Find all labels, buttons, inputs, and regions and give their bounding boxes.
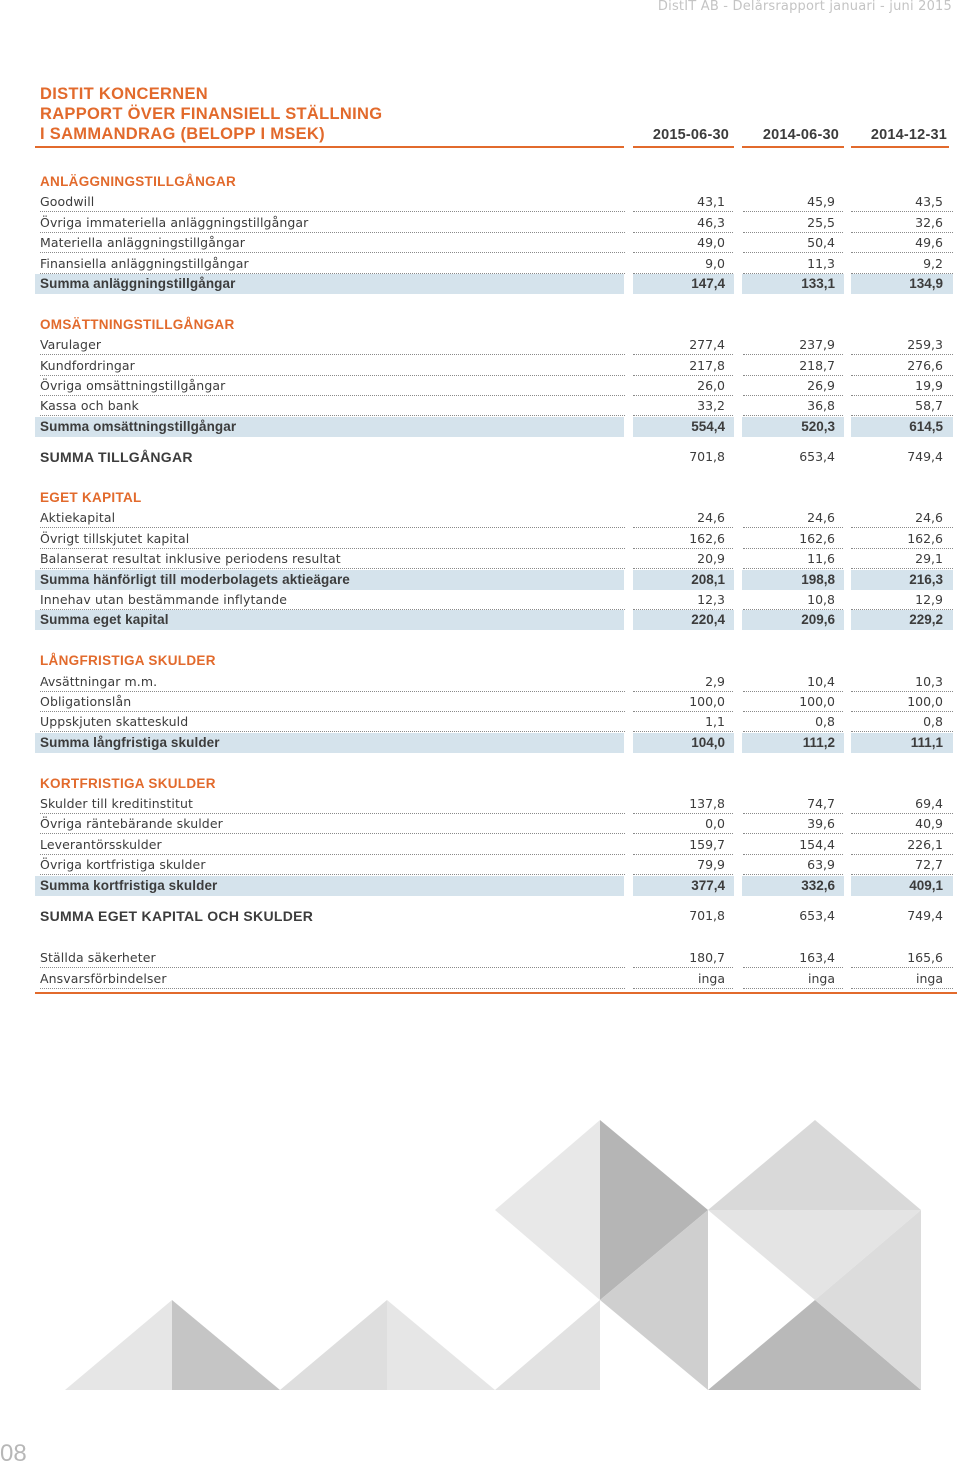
section-header-kortfristiga-skulder [35,774,953,794]
row-value-2014-12-31: 69,4 [915,796,943,811]
row-value-2014-12-31: 409,1 [909,877,943,893]
row-value-2014-06-30: 154,4 [799,836,835,852]
table-row-balanserat-resultat-inklusive-periodens-resultat [35,549,953,569]
row-value-2014-06-30: 11,3 [807,255,835,271]
row-value-2014-06-30: 653,4 [799,908,835,923]
row-value-2014-06-30: 209,6 [801,612,835,628]
row-label: Övriga immateriella anläggningstillgångar [40,214,309,230]
row-value-2015-06-30: 1,1 [705,714,725,730]
table-row-kassa-och-bank [35,396,953,416]
row-value-2015-06-30: 217,8 [689,357,725,373]
row-value-2014-12-31: 49,6 [915,235,943,251]
table-row-skulder-till-kreditinstitut [35,794,953,814]
row-value-2015-06-30: 701,8 [689,908,725,923]
table-end-rule [35,992,957,994]
row-value-2014-06-30: 50,4 [807,235,835,251]
table-row-kundfordringar [35,356,953,376]
row-value-2014-12-31: 162,6 [907,530,943,546]
table-row-ovriga-immateriella-anlaggningstillgangar [35,213,953,233]
row-label: Finansiella anläggningstillgångar [40,255,249,271]
table-row-leverantorsskulder [35,835,953,855]
row-value-2015-06-30: 49,0 [697,235,725,251]
row-value-2014-06-30: 198,8 [801,571,835,587]
row-label: EGET KAPITAL [40,490,142,505]
row-value-2014-06-30: 100,0 [799,694,835,709]
column-header-2014-12-31: 2014-12-31 [870,127,947,143]
table-row-ovriga-kortfristiga-skulder [35,855,953,875]
row-value-2014-12-31: 749,4 [907,449,943,465]
section-header-omsattningstillgangar [35,315,953,335]
row-value-2015-06-30: 208,1 [691,571,725,587]
row-label: Summa anläggningstillgångar [40,276,236,291]
table-row-stallda-sakerheter [35,948,953,968]
row-label: Aktiekapital [40,510,116,526]
column-header-2014-06-30: 2014-06-30 [762,127,839,143]
row-label: Obligationslån [40,694,132,709]
table-row-varulager [35,335,953,355]
row-value-2015-06-30: 377,4 [691,877,725,893]
row-value-2014-06-30: 39,6 [807,816,835,832]
row-label: Summa långfristiga skulder [40,734,220,750]
row-value-2014-06-30: 10,4 [807,673,835,689]
report-title [40,84,382,144]
row-value-2015-06-30: inga [698,970,725,986]
row-value-2015-06-30: 180,7 [689,950,725,966]
row-value-2015-06-30: 12,3 [697,592,725,607]
row-label: ANLÄGGNINGSTILLGÅNGAR [40,174,237,189]
table-row-summa-eget-kapital [35,610,953,630]
table-row-innehav-utan-bestammande-inflytande [35,590,953,610]
row-value-2014-06-30: 237,9 [799,337,835,353]
row-value-2015-06-30: 9,0 [705,255,725,271]
dotted-leader [743,988,843,989]
row-label: Goodwill [40,194,95,210]
row-label: Övriga omsättningstillgångar [40,378,226,393]
column-header-2015-06-30: 2015-06-30 [652,127,729,143]
row-label: Varulager [40,337,102,353]
row-label: Materiella anläggningstillgångar [40,235,246,251]
row-value-2014-12-31: inga [916,970,943,986]
table-row-ansvarsforbindelser [35,969,953,989]
row-value-2014-06-30: 162,6 [799,530,835,546]
row-value-2014-12-31: 111,1 [910,734,943,750]
row-value-2015-06-30: 0,0 [705,816,725,832]
row-label: Innehav utan bestämmande inflytande [40,592,288,607]
row-value-2015-06-30: 20,9 [697,551,725,567]
row-label: OMSÄTTNINGSTILLGÅNGAR [40,316,235,332]
row-value-2015-06-30: 79,9 [697,857,725,873]
row-label: Uppskjuten skatteskuld [40,714,189,730]
row-value-2014-06-30: inga [808,970,835,986]
table-row-materiella-anlaggningstillgangar [35,233,953,253]
row-value-2014-06-30: 0,8 [815,714,835,730]
row-value-2014-06-30: 332,6 [801,877,835,893]
row-label: Summa hänförligt till moderbolagets aktieägare [40,571,350,587]
row-value-2014-06-30: 36,8 [807,398,835,414]
row-value-2015-06-30: 554,4 [691,418,725,434]
row-label: Övrigt tillskjutet kapital [40,530,190,546]
row-value-2015-06-30: 147,4 [691,276,725,291]
row-label: Övriga kortfristiga skulder [40,857,206,873]
row-label: Leverantörsskulder [40,836,162,852]
row-value-2014-06-30: 163,4 [799,950,835,966]
row-value-2015-06-30: 2,9 [705,673,725,689]
row-value-2014-06-30: 45,9 [807,194,835,210]
row-label: KORTFRISTIGA SKULDER [40,775,216,791]
header-rule-col-3 [851,146,949,148]
row-value-2014-12-31: 9,2 [923,255,943,271]
dotted-leader [851,988,953,989]
table-row-finansiella-anlaggningstillgangar [35,254,953,274]
row-label: Balanserat resultat inklusive periodens resultat [40,551,341,567]
table-row-summa-kortfristiga-skulder [35,876,953,896]
row-value-2015-06-30: 33,2 [697,398,725,414]
row-value-2014-12-31: 12,9 [915,592,943,607]
row-label: SUMMA EGET KAPITAL OCH SKULDER [40,908,314,924]
table-row-avsattningar-m-m [35,672,953,692]
dotted-leader [633,988,733,989]
row-value-2015-06-30: 701,8 [689,449,725,465]
row-value-2014-12-31: 58,7 [915,398,943,414]
row-value-2014-12-31: 10,3 [915,673,943,689]
row-value-2014-12-31: 24,6 [915,510,943,526]
row-value-2014-12-31: 40,9 [915,816,943,832]
title-line-2: RAPPORT ÖVER FINANSIELL STÄLLNING [40,105,383,123]
row-value-2014-12-31: 226,1 [907,836,943,852]
running-header: DistIT AB - Delårsrapport januari - juni 2015 [657,0,952,14]
table-row-summa-omsattningstillgangar [35,417,953,437]
row-value-2014-12-31: 29,1 [915,551,943,567]
row-value-2014-06-30: 520,3 [801,418,835,434]
row-value-2015-06-30: 137,8 [689,796,725,811]
table-row-summa-eget-kapital-och-skulder [35,906,953,926]
row-value-2015-06-30: 26,0 [697,378,725,393]
row-value-2014-12-31: 276,6 [907,357,943,373]
row-value-2014-06-30: 653,4 [799,449,835,465]
row-value-2015-06-30: 277,4 [689,337,725,353]
decorative-triangle-graphic [0,1120,960,1420]
table-row-uppskjuten-skatteskuld [35,712,953,732]
row-label: Ställda säkerheter [40,950,156,966]
table-row-aktiekapital [35,508,953,528]
row-value-2014-06-30: 11,6 [807,551,835,567]
row-value-2015-06-30: 100,0 [689,694,725,709]
table-row-summa-langfristiga-skulder [35,733,953,753]
row-value-2015-06-30: 104,0 [691,734,725,750]
row-value-2014-12-31: 165,6 [907,950,943,966]
table-row-summa-hanforligt-till-moderbolagets-aktieagare [35,570,953,590]
row-value-2014-12-31: 19,9 [915,378,943,393]
section-header-eget-kapital [35,488,953,508]
row-label: Kassa och bank [40,398,139,414]
row-value-2014-12-31: 614,5 [909,418,943,434]
row-value-2014-06-30: 26,9 [807,378,835,393]
row-label: Skulder till kreditinstitut [40,796,194,811]
row-value-2014-06-30: 25,5 [807,214,835,230]
row-label: Summa kortfristiga skulder [40,877,218,893]
row-value-2015-06-30: 159,7 [689,836,725,852]
section-header-anlaggningstillgangar [35,172,953,192]
row-value-2015-06-30: 24,6 [697,510,725,526]
row-value-2015-06-30: 43,1 [697,194,725,210]
title-line-1: DISTIT KONCERNEN [40,85,208,103]
table-row-summa-tillgangar [35,447,953,467]
row-label: Summa eget kapital [40,612,169,628]
row-label: Ansvarsförbindelser [40,970,167,986]
row-value-2014-12-31: 32,6 [915,214,943,230]
row-value-2014-06-30: 24,6 [807,510,835,526]
table-row-ovriga-omsattningstillgangar [35,376,953,396]
title-line-3: I SAMMANDRAG (BELOPP I MSEK) [40,125,325,143]
row-value-2014-12-31: 216,3 [909,571,943,587]
header-rule-label [35,146,624,148]
table-row-obligationslan [35,692,953,712]
section-header-langfristiga-skulder [35,651,953,671]
row-value-2014-06-30: 63,9 [807,857,835,873]
row-value-2014-12-31: 100,0 [907,694,943,709]
row-value-2015-06-30: 46,3 [697,214,725,230]
row-value-2014-06-30: 10,8 [807,592,835,607]
row-value-2014-06-30: 74,7 [807,796,835,811]
row-label: Kundfordringar [40,357,135,373]
row-value-2015-06-30: 220,4 [691,612,725,628]
row-label: Övriga räntebärande skulder [40,816,223,832]
row-value-2015-06-30: 162,6 [689,530,725,546]
row-value-2014-12-31: 229,2 [909,612,943,628]
table-row-ovrigt-tillskjutet-kapital [35,529,953,549]
row-label: SUMMA TILLGÅNGAR [40,449,193,466]
row-label: Summa omsättningstillgångar [40,418,237,434]
table-row-ovriga-rantebarande-skulder [35,814,953,834]
table-row-goodwill [35,192,953,212]
header-rule-col-2 [742,146,844,148]
row-value-2014-12-31: 72,7 [915,857,943,873]
row-value-2014-06-30: 111,2 [802,734,835,750]
table-row-summa-anlaggningstillgangar [35,274,953,294]
row-value-2014-12-31: 134,9 [909,276,943,291]
triangle-pattern-icon [65,1120,921,1390]
row-value-2014-12-31: 259,3 [907,337,943,353]
row-value-2014-12-31: 43,5 [915,194,943,210]
page-number: 08 [0,1440,27,1467]
row-label: Avsättningar m.m. [40,673,158,689]
row-value-2014-06-30: 218,7 [799,357,835,373]
row-value-2014-06-30: 133,1 [801,276,835,291]
row-value-2014-12-31: 749,4 [907,908,943,923]
dotted-leader [40,988,625,989]
header-rule-col-1 [633,146,734,148]
row-label: LÅNGFRISTIGA SKULDER [40,653,216,669]
row-value-2014-12-31: 0,8 [923,714,943,730]
